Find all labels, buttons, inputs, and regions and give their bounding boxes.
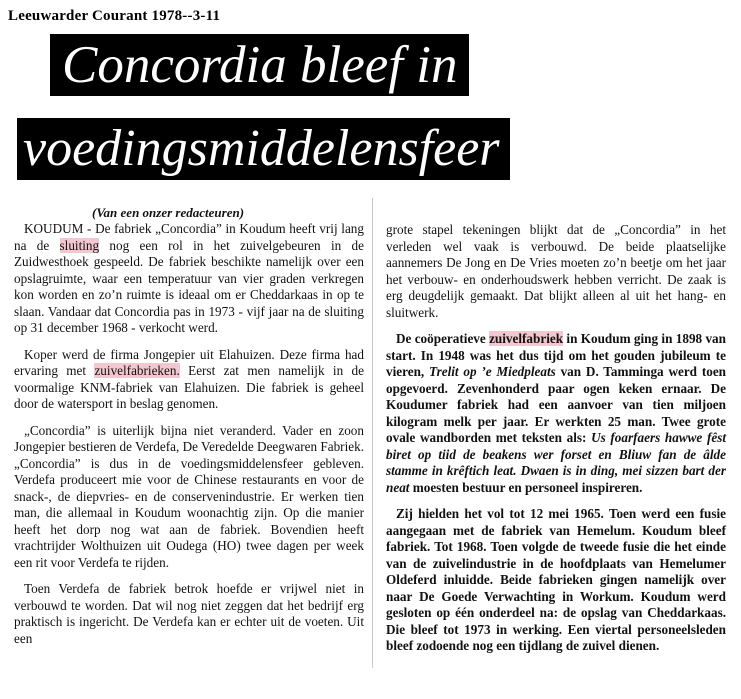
paragraph bbox=[386, 331, 726, 496]
text-run: nog een rol in het zuivelgebeuren in de Zuidwesthoek gespeeld. De fabriek beschikte namelijk over een opslagruimte, waar een temperatuur van vier graden verkregen kon worden en zo’n ruimte is ideaal om er Cheddarkaas in op te slaan. Vandaar dat Concordia pas in 1973 - vijf jaar na de sluiting op 31 december 1968 - verkocht werd. bbox=[14, 237, 364, 335]
text-run: van D. Tamminga werd toen opgevoerd. Zevenhonderd paar ogen keken ernaar. De Koudumer fabriek had een aanvoer van tien miljoen kilogram melk per jaar. Er werkten 25 man. Twee grote ovale wandborden met teksten als: bbox=[386, 364, 727, 445]
paragraph bbox=[14, 221, 364, 337]
paragraph: Zij hielden het vol tot 12 mei 1965. Toen werd een fusie aangegaan met de fabriek van Hemelum. Koudum bleef fabriek. Tot 1968. Toen volgde de tweede fusie die het einde van de zuivelindustrie in de hoofdplaats van Hemelumer Oldeferd inluidde. Beide fabrieken gingen namelijk over naar De Goede Verwachting in Workum. Koudum werd gesloten op één onderdeel na: de opslag van Cheddarkaas. Die bleef tot 1973 in werking. Een viertal personeelsleden bleef zodoende nog een tijdlang de zuivel dienen. bbox=[386, 506, 726, 653]
italic-title: Trelit op ’e Miedpleats bbox=[429, 364, 556, 379]
text-run: Eerst zat men namelijk in de voormalige KNM-fabriek van Elahuizen. Die fabriek is geheel door de watersport in beslag genomen. bbox=[14, 363, 364, 411]
paragraph: „Concordia” is uiterlijk bijna niet veranderd. Vader en zoon Jongepier bestieren de Verdefa, De Veredelde Deegwaren Fabriek. „Concordia” is dus in de voedingsmiddelensfeer gebleven. Verdefa produceert mie voor de Chinese restaurants en voor de snack-, de diepvries- en de conservenindustrie. Er werken tien man, die allemaal in Koudum woonachtig zijn. Op die manier heeft het dorp nog wat aan de fabriek. Bovendien heeft vrachtrijder Wolthuizen uit Oudega (HO) twee dagen per week een rit voor Verdefa te rijden. bbox=[14, 422, 364, 570]
source-caption: Leeuwarder Courant 1978--3-11 bbox=[8, 8, 221, 24]
headline-line-1: Concordia bleef in bbox=[50, 34, 469, 96]
paragraph: Toen Verdefa de fabriek betrok hoefde er vrijwel niet in verbouwd te worden. Dat wil nog niet zeggen dat het bedrijf erg praktisch is ingericht. De Verdefa kan er echter uit de voeten. Uit een bbox=[14, 581, 364, 646]
paragraph: grote stapel tekeningen blijkt dat de „Concordia” in het verleden wel vaak is verbouwd. De beide plaatselijke aannemers De Jong en De Vries moeten zo’n beetje om het jaar het verbouw- en onderhoudswerk hebben verricht. De zaak is erg deugdelijk gemaakt. Dat blijkt alleen al uit het hang- en sluitwerk. bbox=[386, 222, 726, 320]
text-run: De coöperatieve bbox=[396, 331, 490, 346]
italic-quote: Us foarfaers hawwe fêst biret op tiid de beakens wer forset en Bliuw fan de âlde stamme in krêftich leat. Dwaen is in ding, mei sizzen bart der neat bbox=[386, 430, 726, 495]
headline-line-2: voedingsmiddelensfeer bbox=[17, 118, 510, 180]
article-column-1 bbox=[14, 221, 364, 657]
text-run: moesten bestuur en personeel inspireren. bbox=[409, 479, 643, 495]
paragraph bbox=[14, 347, 364, 413]
highlighted-term: sluiting bbox=[59, 237, 100, 253]
byline: (Van een onzer redacteuren) bbox=[92, 205, 245, 220]
article-column-2 bbox=[386, 222, 726, 665]
highlighted-term: zuivelfabriek bbox=[489, 331, 564, 346]
highlighted-term: zuivelfabrieken. bbox=[94, 363, 180, 378]
text-run: in Koudum ging in 1898 van start. In 1948 was het dus tijd om het gouden jubileum te vieren, bbox=[386, 331, 726, 379]
column-divider bbox=[372, 198, 373, 668]
text-run: KOUDUM - De fabriek „Concordia” in Koudum heeft vrij lang na de bbox=[14, 221, 364, 253]
text-run: Koper werd de firma Jongepier uit Elahuizen. Deze firma had ervaring met bbox=[14, 346, 364, 378]
